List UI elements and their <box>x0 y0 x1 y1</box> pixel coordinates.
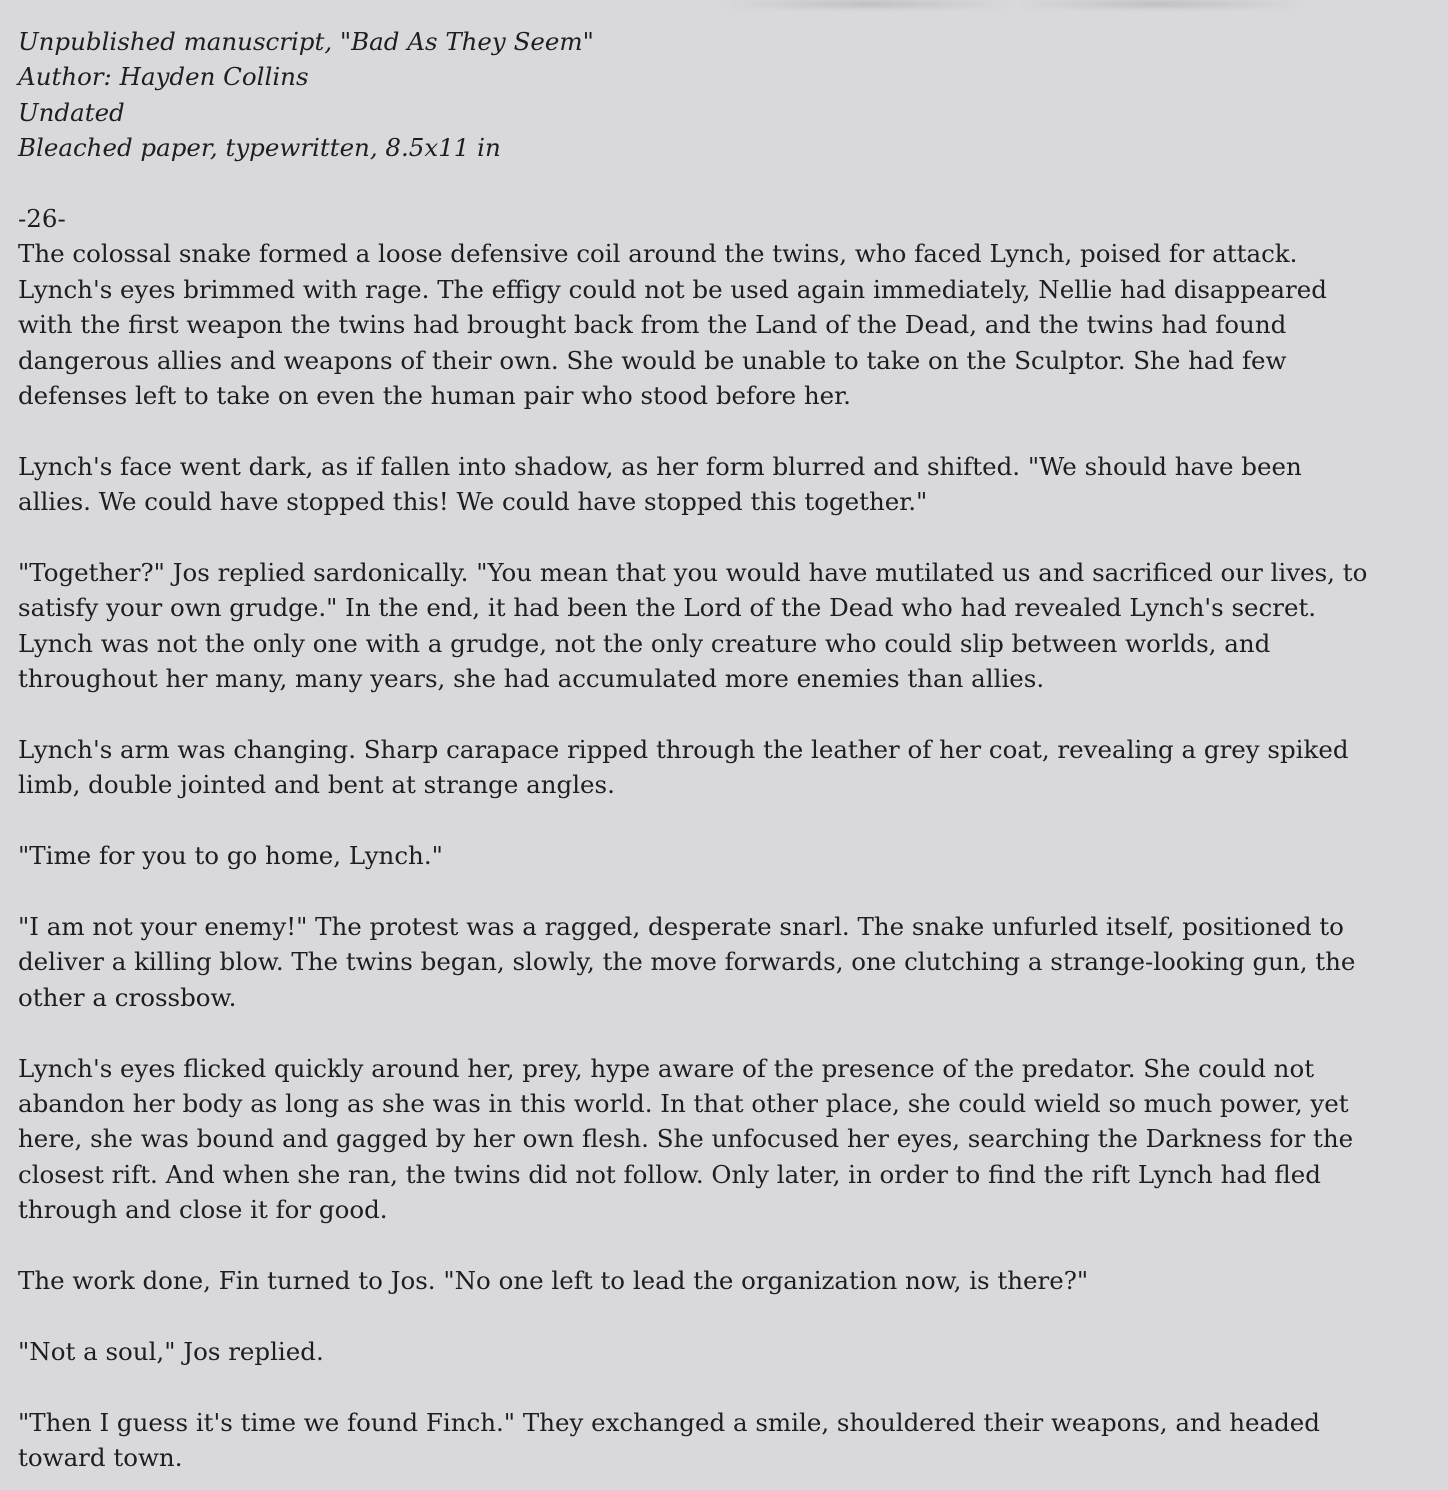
date-line: Undated <box>18 97 125 127</box>
paragraph: The work done, Fin turned to Jos. "No one left to lead the organization now, is there?" <box>18 1266 1089 1296</box>
paragraph: Lynch's arm was changing. Sharp carapace ripped through the leather of her coat, revealing a grey spiked limb, double jointed and bent at strange angles. <box>18 735 1349 800</box>
medium-line: Bleached paper, typewritten, 8.5x11 in <box>18 133 501 163</box>
paragraph: The colossal snake formed a loose defensive coil around the twins, who faced Lynch, poised for attack. Lynch's eyes brimmed with rage. The effigy could not be used again immediately, Nellie had disappeared with the first weapon the twins had brought back from the Land of the Dead, and the twins had found dangerous allies and weapons of their own. She would be unable to take on the Sculptor. She had few defenses left to take on even the human pair who stood before her. <box>18 239 1327 411</box>
paragraph: "Then I guess it's time we found Finch." They exchanged a smile, shouldered their weapons, and headed toward town. <box>18 1407 1320 1473</box>
manuscript-page <box>18 24 1378 1476</box>
manuscript-header <box>18 24 1378 166</box>
paragraph: Lynch's eyes flicked quickly around her, prey, hype aware of the presence of the predator. She could not abandon her body as long as she was in this world. In that other place, she could wield so much power, yet here, she was bound and gagged by her own flesh. She unfocused her eyes, searching the Darkness for the closest rift. And when she ran, the twins did not follow. Only later, in order to find the rift Lynch had fled through and close it for good. <box>18 1053 1354 1225</box>
author-line: Author: Hayden Collins <box>18 62 309 92</box>
paragraph: "Time for you to go home, Lynch." <box>18 841 443 871</box>
header-spacer <box>18 166 1378 201</box>
paragraph: "Not a soul," Jos replied. <box>18 1336 324 1366</box>
paragraph: Lynch's face went dark, as if fallen into shadow, as her form blurred and shifted. "We should have been allies. We could have stopped this! We could have stopped this together." <box>18 451 1302 517</box>
paragraph: "I am not your enemy!" The protest was a ragged, desperate snarl. The snake unfurled itself, positioned to deliver a killing blow. The twins began, slowly, the move forwards, one clutching a strange-looking gun, the other a crossbow. <box>18 912 1356 1012</box>
top-edge-shadow <box>0 0 1448 8</box>
manuscript-body <box>18 236 1378 1475</box>
manuscript-title-line: Unpublished manuscript, "Bad As They Seem" <box>18 27 594 56</box>
page-number: -26- <box>18 204 66 234</box>
paragraph: "Together?" Jos replied sardonically. "You mean that you would have mutilated us and sacrificed our lives, to satisfy your own grudge." In the end, it had been the Lord of the Dead who had revealed Lynch's secret. Lynch was not the only one with a grudge, not the only creature who could slip between worlds, and throughout her many, many years, she had accumulated more enemies than allies. <box>18 558 1368 694</box>
